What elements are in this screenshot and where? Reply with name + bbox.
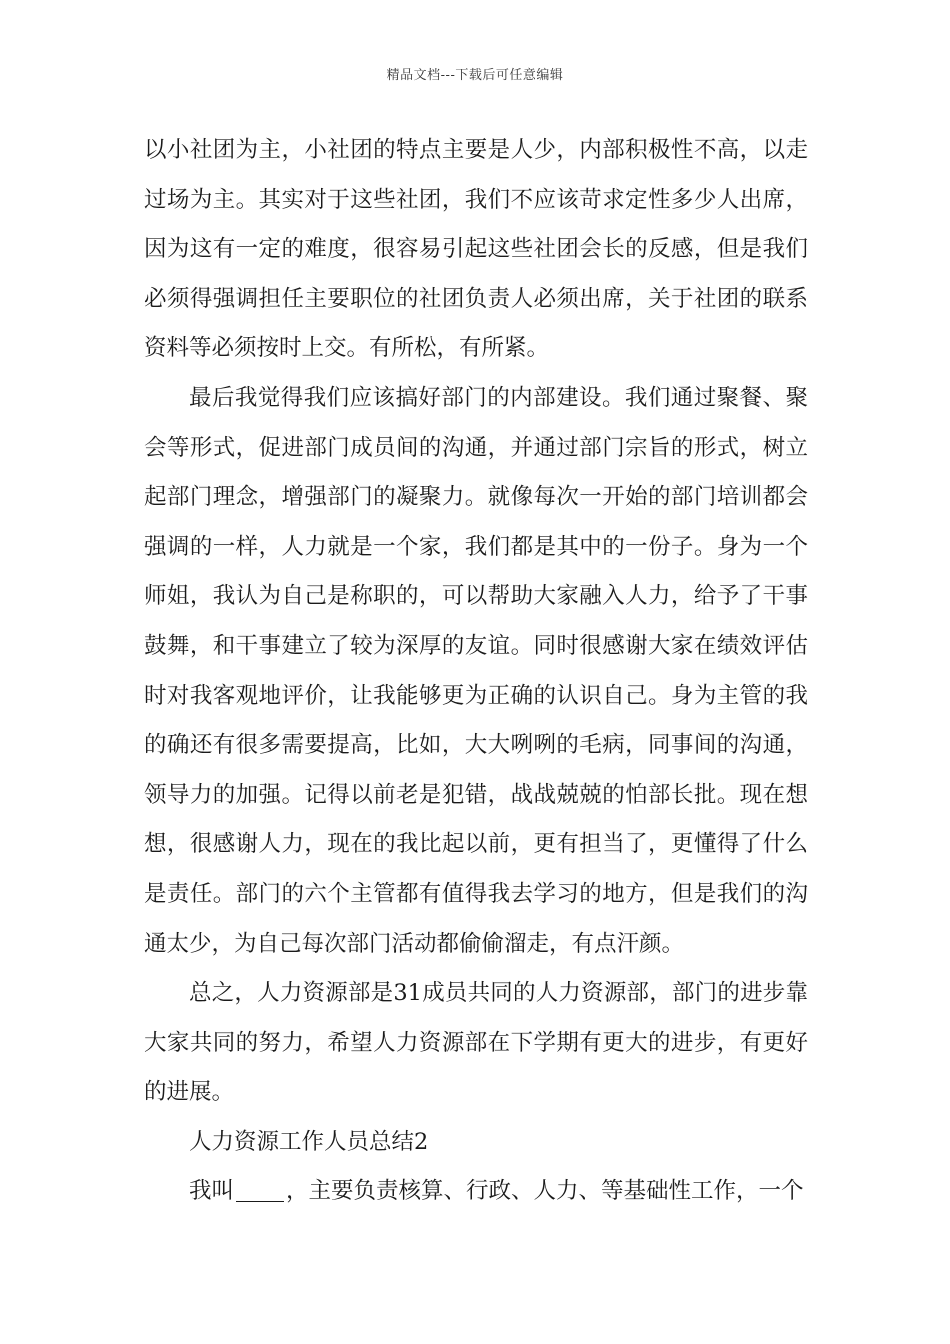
paragraph-clubs: 以小社团为主，小社团的特点主要是人少，内部积极性不高，以走过场为主。其实对于这些社团，我们不应该苛求定性多少人出席，因为这有一定的难度，很容易引起这些社团会长的反感，但是我们必须得强调担任主要职位的社团负责人必须出席，关于社团的联系资料等必须按时上交。有所松，有所紧。 [144, 137, 808, 362]
paragraph-conclusion: 总之，人力资源部是31成员共同的人力资源部，部门的进步靠大家共同的努力，希望人力资源部在下学期有更大的进步，有更好的进展。 [144, 980, 808, 1106]
page-header: 精品文档---下载后可任意编辑 [386, 68, 564, 83]
intro-prefix: 我叫 [189, 1178, 235, 1205]
section-heading: 人力资源工作人员总结2 [189, 1128, 429, 1155]
paragraph-introduction [144, 1167, 808, 1217]
name-blank [236, 1179, 284, 1202]
document-body [144, 126, 808, 1217]
paragraph-internal-building: 最后我觉得我们应该搞好部门的内部建设。我们通过聚餐、聚会等形式，促进部门成员间的沟通，并通过部门宗旨的形式，树立起部门理念，增强部门的凝聚力。就像每次一开始的部门培训都会强调的一样，人力就是一个家，我们都是其中的一份子。身为一个师姐，我认为自己是称职的，可以帮助大家融入人力，给予了干事鼓舞，和干事建立了较为深厚的友谊。同时很感谢大家在绩效评估时对我客观地评价，让我能够更为正确的认识自己。身为主管的我的确还有很多需要提高，比如，大大咧咧的毛病，同事间的沟通，领导力的加强。记得以前老是犯错，战战兢兢的怕部长批。现在想想，很感谢人力，现在的我比起以前，更有担当了，更懂得了什么是责任。部门的六个主管都有值得我去学习的地方，但是我们的沟通太少，为自己每次部门活动都偷偷溜走，有点汗颜。 [144, 384, 808, 957]
intro-suffix: ，主要负责核算、行政、人力、等基础性工作，一个 [286, 1178, 804, 1205]
